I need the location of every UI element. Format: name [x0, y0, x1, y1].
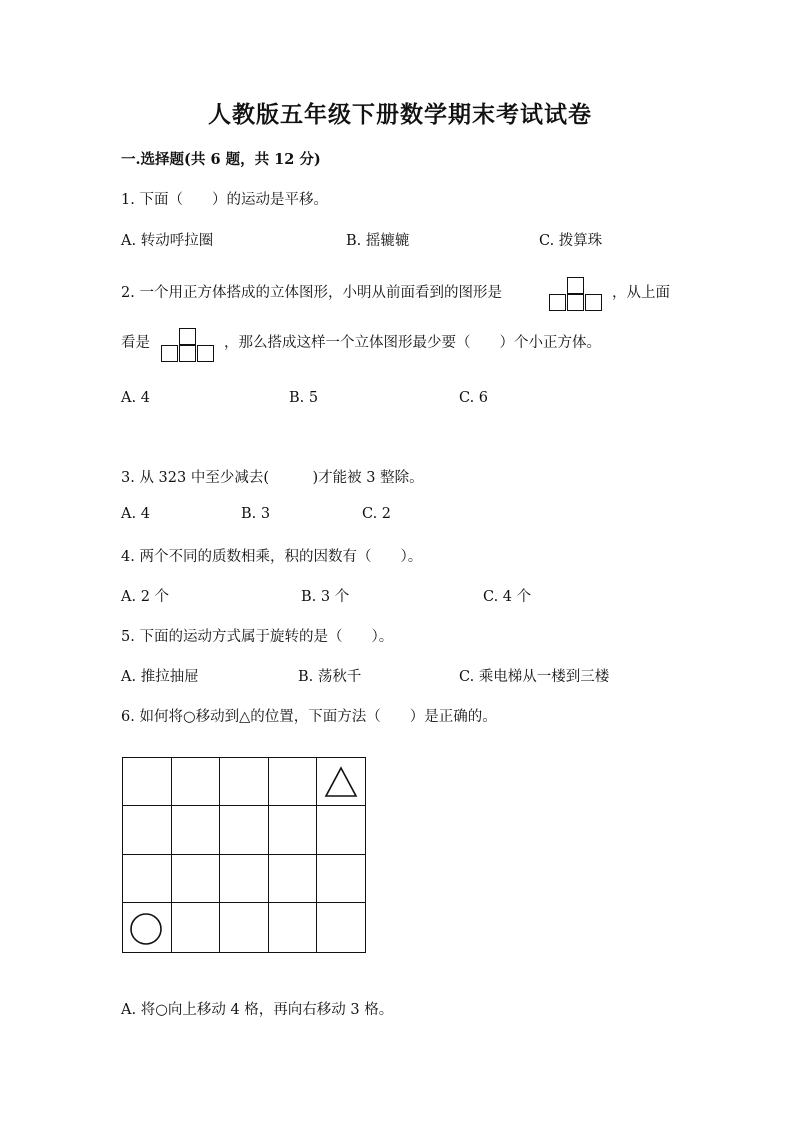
q5-option-b: B. 荡秋千	[298, 669, 362, 685]
circle-icon	[128, 911, 164, 947]
q5-option-a: A. 推拉抽屉	[121, 669, 199, 685]
top-view-figure	[161, 328, 215, 362]
q2-option-c: C. 6	[459, 390, 489, 406]
q1-option-a: A. 转动呼拉圈	[121, 233, 214, 249]
q5-option-c: C. 乘电梯从一楼到三楼	[459, 669, 610, 685]
triangle-icon	[323, 765, 359, 799]
question-1: 1. 下面（ ）的运动是平移。	[121, 192, 328, 208]
question-4: 4. 两个不同的质数相乘，积的因数有（ ）。	[121, 549, 423, 565]
q1-option-b: B. 摇辘辘	[346, 233, 410, 249]
question-3: 3. 从 323 中至少减去( )才能被 3 整除。	[121, 470, 424, 486]
question-6: 6. 如何将○移动到△的位置，下面方法（ ）是正确的。	[121, 709, 497, 725]
question-2-part4: ，那么搭成这样一个立体图形最少要（ ）个小正方体。	[224, 335, 601, 351]
front-view-figure	[549, 277, 603, 311]
q4-option-b: B. 3 个	[301, 589, 350, 605]
section-heading: 一.选择题(共 6 题，共 12 分)	[121, 151, 321, 168]
q4-option-a: A. 2 个	[121, 589, 170, 605]
page-title: 人教版五年级下册数学期末考试试卷	[208, 101, 592, 128]
q4-option-c: C. 4 个	[483, 589, 532, 605]
q3-option-b: B. 3	[241, 506, 271, 522]
q2-option-a: A. 4	[121, 390, 150, 406]
movement-grid	[122, 757, 366, 953]
question-2-part3: 看是	[121, 335, 150, 351]
q3-option-c: C. 2	[362, 506, 392, 522]
q2-option-b: B. 5	[289, 390, 319, 406]
question-5: 5. 下面的运动方式属于旋转的是（ ）。	[121, 629, 394, 645]
q1-option-c: C. 拨算珠	[539, 233, 603, 249]
question-2-part2: ，从上面	[612, 285, 670, 301]
question-2-part1: 2. 一个用正方体搭成的立体图形，小明从前面看到的图形是	[121, 285, 502, 301]
q6-option-a: A. 将○向上移动 4 格，再向右移动 3 格。	[121, 1002, 394, 1018]
q3-option-a: A. 4	[121, 506, 150, 522]
